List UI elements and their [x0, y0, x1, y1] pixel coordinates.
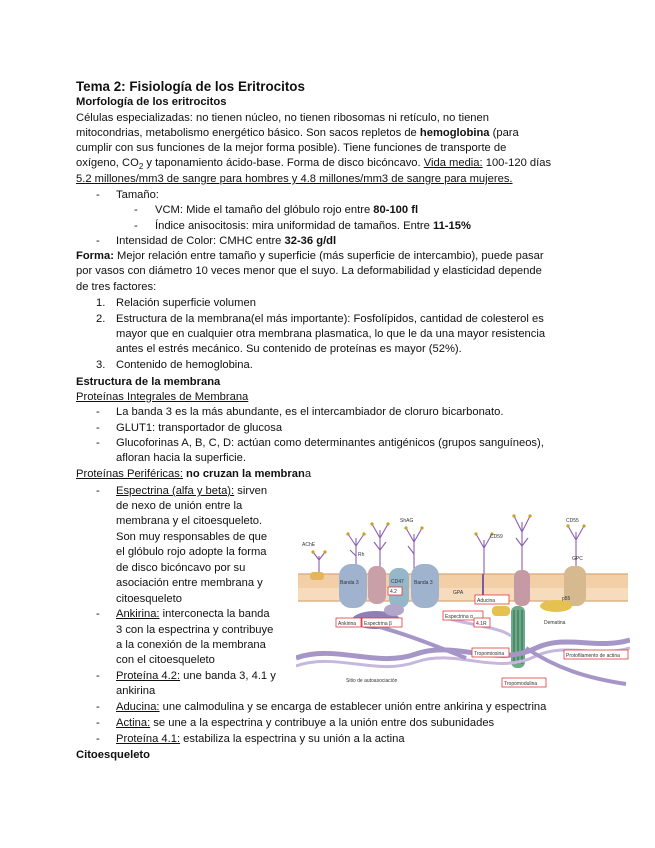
- list-item-proteina-41: Proteína 4.1: estabiliza la espectrina y su unión a la actina: [116, 733, 405, 745]
- label-espectrina-alfa: Espectrina α: [445, 614, 473, 620]
- actin-filament: [511, 606, 525, 668]
- bullet-dash: -: [96, 485, 100, 497]
- list-item: Relación superficie volumen: [116, 297, 256, 309]
- list-item-ankirina: Ankirina: interconecta la banda: [116, 608, 270, 620]
- membrane-diagram: [296, 508, 630, 698]
- heading-membrana: Estructura de la membrana: [76, 376, 221, 388]
- bullet-dash: -: [96, 717, 100, 729]
- list-item: antes el estrés mecánico. Su contenido de proteínas es mayor (52%).: [116, 343, 462, 355]
- list-item: con el citoesqueleto: [116, 654, 215, 666]
- list-item-actina: Actina: se une a la espectrina y contribuye a la unión entre dos subunidades: [116, 717, 495, 729]
- protein-42: [384, 604, 404, 616]
- bullet-dash: -: [96, 608, 100, 620]
- label-ankirina: Ankirina: [338, 621, 357, 627]
- heading-citoesqueleto: Citoesqueleto: [76, 749, 150, 761]
- label-tropomodulina: Tropomodulina: [504, 681, 538, 687]
- rh-protein: [368, 566, 386, 604]
- list-number: 1.: [96, 297, 106, 309]
- list-item: Contenido de hemoglobina.: [116, 359, 253, 371]
- paragraph-line: mitocondrias, metabolismo energético básico. Son sacos repletos de hemoglobina (para: [76, 127, 519, 139]
- label-42: 4.2: [390, 589, 397, 595]
- label-41r: 4.1R: [476, 621, 487, 627]
- list-item: a la conexión de la membrana: [116, 639, 266, 651]
- label-banda3: Banda 3: [414, 580, 433, 586]
- paragraph-line: por vasos con diámetro 10 veces menor que el suyo. La deformabilidad y elasticidad depende: [76, 265, 542, 277]
- list-item: el glóbulo rojo adopte la forma: [116, 546, 267, 558]
- label-ache: AChE: [302, 542, 316, 548]
- label-gpa: GPA: [453, 590, 464, 596]
- gpc-protein: [514, 570, 530, 606]
- aducina-protein: [492, 606, 510, 616]
- list-number: 3.: [96, 359, 106, 371]
- list-item: GLUT1: transportador de glucosa: [116, 422, 283, 434]
- paragraph-line: Células especializadas: no tienen núcleo, no tienen ribosomas ni retículo, no tienen: [76, 112, 489, 124]
- subheading-integrales: Proteínas Integrales de Membrana: [76, 391, 249, 403]
- page-title: Tema 2: Fisiología de los Eritrocitos: [76, 79, 305, 94]
- list-item: afloran hacia la superficie.: [116, 452, 246, 464]
- bullet-dash: -: [96, 235, 100, 247]
- list-item: Estructura de la membrana(el más importante): Fosfolípidos, cantidad de colesterol es: [116, 313, 544, 325]
- subheading-perifericas: Proteínas Periféricas: no cruzan la membrana: [76, 468, 312, 480]
- banda3-protein: [339, 564, 367, 608]
- list-item: de disco bicóncavo por su: [116, 562, 246, 574]
- list-item: Glucoforinas A, B, C, D: actúan como determinantes antigénicos (grupos sanguíneos),: [116, 437, 544, 449]
- list-item: de nexo de unión entre la: [116, 500, 243, 512]
- list-item: citoesqueleto: [116, 593, 182, 605]
- label-espectrina-beta: Espectrina β: [364, 621, 392, 627]
- list-item: Son muy responsables de que: [116, 531, 268, 543]
- bullet-dash: -: [134, 204, 138, 216]
- paragraph-line: de tres factores:: [76, 281, 157, 293]
- list-item: 3 con la espectrina y contribuye: [116, 624, 274, 636]
- label-tropomiosina: Tropomiosina: [474, 651, 505, 657]
- ache-protein: [310, 572, 324, 580]
- list-item-vcm: VCM: Mide el tamaño del glóbulo rojo entre 80-100 fl: [155, 204, 419, 216]
- paragraph-line: 5.2 millones/mm3 de sangre para hombres y 4.8 millones/mm3 de sangre para mujeres.: [76, 173, 513, 185]
- list-item-tamano: Tamaño:: [116, 189, 159, 201]
- list-item: ankirina: [116, 685, 156, 697]
- bullet-dash: -: [96, 422, 100, 434]
- label-aducina: Aducina: [477, 598, 496, 604]
- bullet-dash: -: [96, 189, 100, 201]
- bullet-dash: -: [96, 670, 100, 682]
- bullet-dash: -: [96, 437, 100, 449]
- banda3-protein: [411, 564, 439, 608]
- label-actina: Protofilamento de actina: [566, 653, 620, 659]
- paragraph-line: Forma: Mejor relación entre tamaño y superficie (más superficie de intercambio), puede pasar: [76, 250, 544, 262]
- bullet-dash: -: [96, 406, 100, 418]
- list-item: asociación entre membrana y: [116, 577, 263, 589]
- list-item: La banda 3 es la más abundante, es el intercambiador de cloruro bicarbonato.: [116, 406, 504, 418]
- list-item-aducina: Aducina: une calmodulina y se encarga de establecer unión entre ankirina y espectrina: [116, 701, 547, 713]
- label-cd55: CD55: [566, 518, 579, 524]
- label-p55: p55: [562, 596, 571, 602]
- bullet-dash: -: [96, 733, 100, 745]
- bullet-dash: -: [96, 701, 100, 713]
- list-number: 2.: [96, 313, 106, 325]
- label-cd47: CD47: [391, 579, 404, 585]
- paragraph-line: oxígeno, $CO_2$ y taponamiento ácido-base. Forma de disco bicóncavo. Vida media: 100-120 días: [76, 157, 552, 172]
- heading-morfologia: Morfología de los eritrocitos: [76, 96, 227, 108]
- label-sitio: Sitio de autoasociación: [346, 678, 398, 684]
- list-item-anisocitosis: Índice anisocitosis: mira uniformidad de tamaños. Entre 11-15%: [155, 220, 471, 232]
- label-banda3: Banda 3: [340, 580, 359, 586]
- label-dematina: Dematina: [544, 620, 566, 626]
- label-shag: ShAG: [400, 518, 414, 524]
- label-rh: Rh: [358, 552, 365, 558]
- list-item: membrana y el citoesqueleto.: [116, 515, 263, 527]
- paragraph-line: cumplir con sus funciones de la mejor forma posible). Tiene funciones de transporte de: [76, 142, 507, 154]
- list-item: mayor que en cualquier otra membrana plasmatica, lo que le da una mayor resistencia: [116, 328, 546, 340]
- list-item-espectrina: Espectrina (alfa y beta): sirven: [116, 485, 268, 497]
- list-item-proteina-42: Proteína 4.2: une banda 3, 4.1 y: [116, 670, 276, 682]
- label-gpc: GPC: [572, 556, 583, 562]
- bullet-dash: -: [134, 220, 138, 232]
- label-cd59: CD59: [490, 534, 503, 540]
- list-item-color: Intensidad de Color: CMHC entre 32-36 g/dl: [116, 235, 337, 247]
